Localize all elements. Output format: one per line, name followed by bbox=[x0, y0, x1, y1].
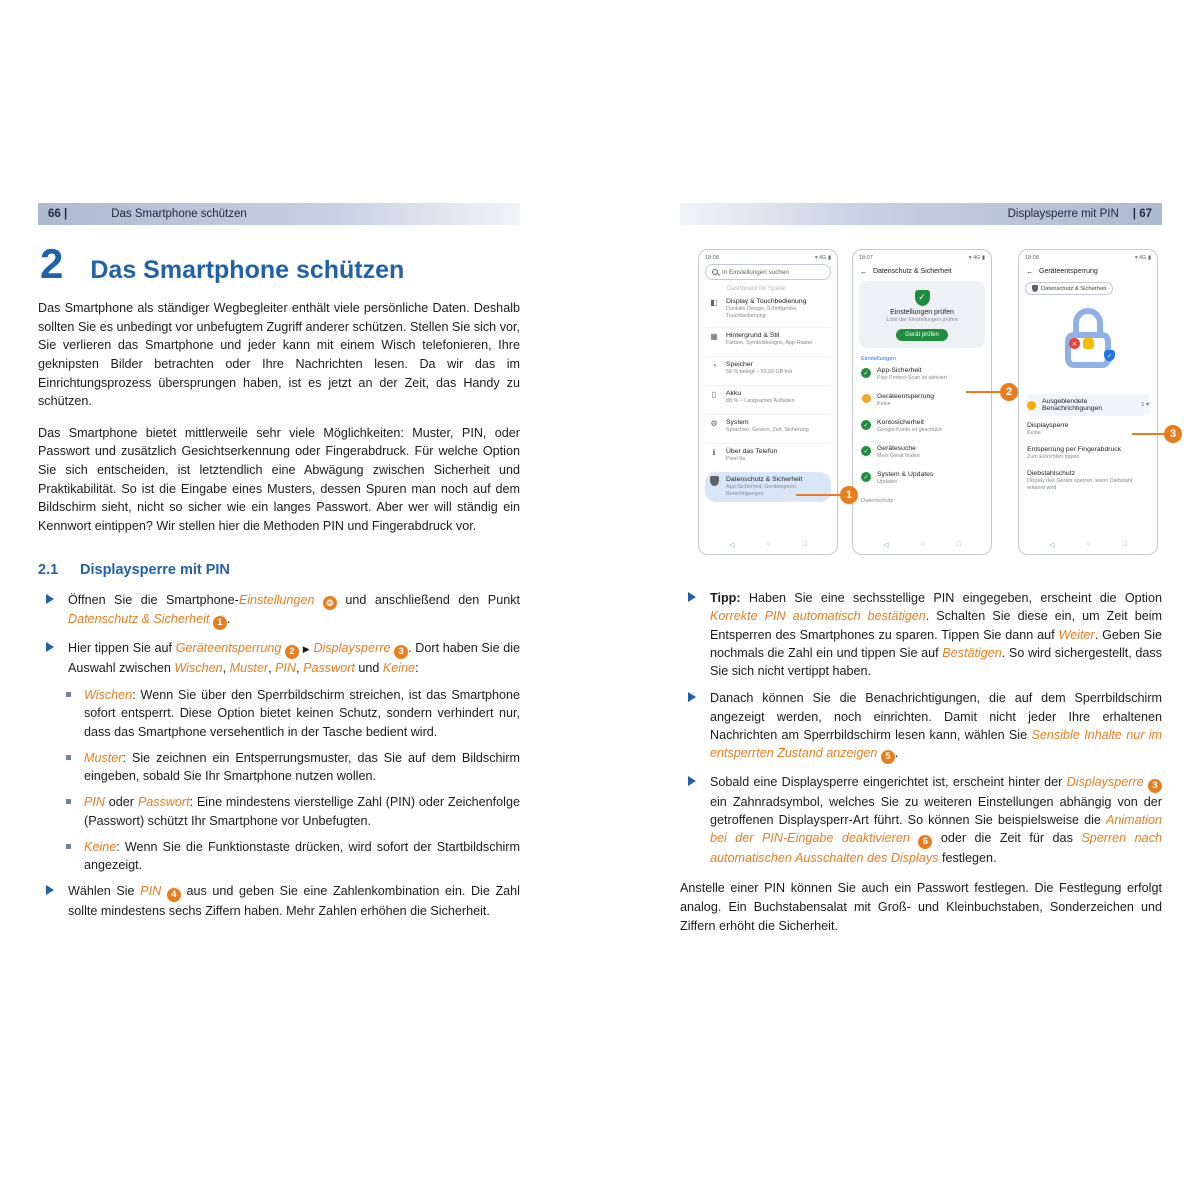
screen-title: Geräteentsperrung bbox=[1039, 268, 1098, 275]
row-subtitle: Zum Einrichten tippen bbox=[1027, 454, 1080, 460]
step-item bbox=[38, 591, 520, 630]
section-number: 2.1 bbox=[38, 561, 59, 578]
square-bullet-icon bbox=[66, 692, 71, 697]
shield-icon bbox=[1032, 285, 1038, 292]
right-page bbox=[680, 203, 1177, 948]
nav-bar bbox=[1025, 538, 1151, 549]
section-heading bbox=[38, 562, 520, 578]
row-title: Displaysperre bbox=[1027, 422, 1069, 429]
notifications-icon bbox=[1027, 401, 1036, 410]
row-account-security bbox=[859, 416, 985, 442]
check-circle-icon: ✓ bbox=[861, 420, 871, 430]
intro-paragraph: Das Smartphone bietet mittlerweile sehr viele Möglichkeiten: Muster, PIN, oder Passwort und zusätzlich Gesichtserkennung oder Fingerabdruck. Für welche Option Sie sich entscheiden, ist letztendlich eine Abwägung zwischen Sicherheit und Praktikabilität. So ist die Eingabe eines Musters, dessen Spuren man noch auf dem Bildschirm sieht, nicht so sicher wie ein langes Passwort. Aber wer will ständig ein Kennwort eintippen? Wir stellen hier die Methoden PIN und Fingerabdruck vor. bbox=[38, 425, 520, 533]
search-icon bbox=[712, 269, 718, 275]
row-title: Entsperrung per Fingerabdruck bbox=[1027, 446, 1122, 453]
row-title: Akku bbox=[726, 390, 742, 397]
storage-icon: ◔ bbox=[711, 361, 717, 370]
option-text: Muster: Sie zeichnen ein Entsperrungsmuster, das Sie auf dem Bildschirm eingeben, sobald Sie Ihr Smartphone nutzen wollen. bbox=[84, 750, 520, 784]
battery-icon: ▯ bbox=[711, 390, 717, 399]
page-number: 66 | bbox=[48, 208, 68, 220]
system-icon: ⚙ bbox=[710, 419, 718, 428]
recents-nav-icon: □ bbox=[802, 541, 807, 548]
search-placeholder: In Einstellungen suchen bbox=[722, 268, 789, 276]
chapter-heading bbox=[40, 240, 520, 287]
status-bar bbox=[705, 255, 831, 261]
home-nav-icon: ○ bbox=[1086, 541, 1091, 548]
row-title: Speicher bbox=[726, 361, 753, 368]
arrow-bullet-icon bbox=[688, 692, 696, 702]
row-subtitle: 88 % – Langsames Aufladen bbox=[726, 398, 795, 404]
step-text: Danach können Sie die Benachrichtigungen, die auf dem Sperrbildschirm angezeigt werden, noch einrichten. Damit nicht jeder Ihre erhaltenen Nachrichten am Sperrbildschirm lesen kann, wählen Sie Sensible Inhalte nur im entsperrten Zustand anzeigen 5 . bbox=[710, 691, 1163, 762]
recents-nav-icon: □ bbox=[1122, 541, 1127, 548]
row-subtitle: App-Sicherheit, Gerätesperre, Berechtigungen bbox=[726, 484, 798, 498]
back-nav-icon: ◁ bbox=[883, 542, 889, 549]
status-time: 18:08 bbox=[705, 255, 719, 261]
running-header: Das Smartphone schützen bbox=[111, 208, 247, 220]
settings-row-about bbox=[705, 443, 831, 472]
back-arrow-icon: ← bbox=[860, 267, 868, 276]
chapter-number: 2 bbox=[40, 240, 64, 287]
screenshot-device-unlock bbox=[1018, 249, 1158, 555]
status-bar bbox=[1025, 255, 1151, 261]
check-circle-icon: ✓ bbox=[861, 472, 871, 482]
row-title: Ausgeblendete Benachrichtigungen bbox=[1042, 398, 1103, 412]
row-subtitle: Sprachen, Gesten, Zeit, Sicherung bbox=[726, 427, 809, 433]
section-label: Einstellungen bbox=[861, 355, 896, 362]
option-item bbox=[64, 838, 520, 875]
row-subtitle: Farben, Symboldesigns, App-Raster bbox=[726, 340, 813, 346]
row-title: Diebstahlschutz bbox=[1027, 470, 1075, 477]
screenshot-privacy-security bbox=[852, 249, 992, 555]
row-subtitle: Mein Gerät finden bbox=[877, 453, 920, 459]
row-device-unlock bbox=[859, 390, 985, 416]
row-theft-protection bbox=[1025, 466, 1151, 496]
row-title: Kontosicherheit bbox=[877, 419, 924, 426]
home-nav-icon: ○ bbox=[920, 541, 925, 548]
status-icons: ▾ 4G ▮ bbox=[1134, 255, 1151, 261]
page-number: | 67 bbox=[1132, 208, 1152, 220]
status-icons: ▾ 4G ▮ bbox=[968, 255, 985, 261]
search-bar bbox=[705, 264, 831, 280]
row-subtitle: Updates bbox=[877, 479, 898, 485]
option-text: PIN oder Passwort: Eine mindestens vierstellige Zahl (PIN) oder Zeichenfolge (Passwort) schützt Ihr Smartphone vor Unbefugten. bbox=[84, 795, 520, 828]
recents-nav-icon: □ bbox=[956, 541, 961, 548]
info-icon: ℹ bbox=[712, 448, 716, 457]
breadcrumb-chip bbox=[1025, 282, 1113, 295]
wallpaper-icon: ▦ bbox=[710, 332, 718, 341]
back-nav-icon: ◁ bbox=[1049, 542, 1055, 549]
row-subtitle: Google-Konto ist geschützt bbox=[877, 427, 942, 433]
alert-badge-icon: ✕ bbox=[1069, 338, 1080, 349]
row-title: App-Sicherheit bbox=[877, 367, 922, 374]
row-hidden-notifications bbox=[1025, 394, 1151, 416]
card-title: Einstellungen prüfen bbox=[890, 308, 954, 316]
row-title: Display & Touchbedienung bbox=[726, 298, 807, 305]
green-shield-check-icon: ✓ bbox=[915, 290, 930, 306]
section-title: Displaysperre mit PIN bbox=[80, 561, 230, 578]
step-item bbox=[680, 773, 1162, 868]
row-subtitle: Keine bbox=[877, 401, 891, 407]
nav-bar bbox=[859, 538, 985, 549]
warning-dot-icon bbox=[862, 394, 871, 403]
row-title: Hintergrund & Stil bbox=[726, 332, 780, 339]
home-nav-icon: ○ bbox=[766, 541, 771, 548]
right-page-header bbox=[680, 203, 1162, 225]
key-badge-icon bbox=[1083, 338, 1094, 349]
row-title: Gerätesuche bbox=[877, 445, 916, 452]
callout-badge-1: 1 bbox=[840, 486, 858, 504]
option-item bbox=[64, 793, 520, 830]
option-text: Wischen: Wenn Sie über den Sperrbildschirm streichen, ist das Smartphone sofort entsperrt. Diese Option bietet keinen Schutz, sondern verhindert nur, dass das Smartphone versehentlich in der Tasche bedient wird. bbox=[84, 688, 520, 739]
security-check-card bbox=[859, 281, 985, 348]
back-arrow-icon: ← bbox=[1026, 267, 1034, 276]
step-item bbox=[680, 689, 1162, 764]
arrow-bullet-icon bbox=[688, 776, 696, 786]
row-subtitle: 58 % belegt – 53,93 GB frei bbox=[726, 369, 793, 375]
row-title: System & Updates bbox=[877, 471, 934, 478]
square-bullet-icon bbox=[66, 844, 71, 849]
arrow-bullet-icon bbox=[46, 642, 54, 652]
row-title: Geräteentsperrung bbox=[877, 393, 935, 400]
row-subtitle: Pixel 6a bbox=[726, 456, 746, 462]
tip-item bbox=[680, 589, 1162, 680]
row-screen-lock bbox=[1025, 418, 1151, 442]
check-circle-icon: ✓ bbox=[861, 446, 871, 456]
left-page-header bbox=[38, 203, 520, 225]
screenshot-settings-home bbox=[698, 249, 838, 555]
screen-header bbox=[860, 267, 984, 276]
row-title: System bbox=[726, 419, 749, 426]
status-icons: ▾ 4G ▮ bbox=[814, 255, 831, 261]
intro-paragraph: Das Smartphone als ständiger Wegbegleiter enthält viele persönliche Daten. Deshalb sollten Sie es unbedingt vor unbefugtem Zugriff anderer schützen. Stellen Sie sich vor, Sie verlieren das Smartphone und jeder kann mit einem Wisch telefonieren, Ihre geknipsten Bilder betrachten oder Ihre Nachrichten lesen. Da wir das im Einrichtungsprozess übersprungen haben, ist es jetzt an der Zeit, das Handy zu schützen. bbox=[38, 301, 520, 409]
nav-bar bbox=[705, 538, 831, 549]
screen-title: Datenschutz & Sicherheit bbox=[873, 268, 952, 275]
settings-row-wallpaper bbox=[705, 327, 831, 356]
row-subtitle: Play Protect-Scan ist aktiviert bbox=[877, 375, 948, 381]
row-title: Datenschutz & Sicherheit bbox=[726, 476, 803, 483]
row-app-security bbox=[859, 364, 985, 390]
row-subtitle: Keine bbox=[1027, 430, 1041, 436]
chip-label: Datenschutz & Sicherheit bbox=[1041, 285, 1107, 292]
back-nav-icon: ◁ bbox=[729, 542, 735, 549]
closing-paragraph: Anstelle einer PIN können Sie auch ein Passwort festlegen. Die Festlegung erfolgt analog. Ein Buchstabensalat mit Groß- und Kleinbuchstaben, Sonderzeichen und Ziffern erhöht die Sicherheit. bbox=[680, 881, 1162, 933]
privacy-shield-icon bbox=[708, 476, 720, 489]
settings-row-privacy-highlighted bbox=[705, 472, 831, 502]
status-time: 18:07 bbox=[859, 255, 873, 261]
settings-row-system bbox=[705, 414, 831, 443]
running-header: Displaysperre mit PIN bbox=[1007, 208, 1119, 220]
option-text: Keine: Wenn Sie die Funktionstaste drücken, wird sofort der Startbildschirm angezeigt. bbox=[84, 839, 520, 873]
row-subtitle: Dunkles Design, Schriftgröße, Touchbedienung bbox=[726, 306, 798, 320]
check-circle-icon: ✓ bbox=[861, 368, 871, 378]
screen-header bbox=[1026, 267, 1150, 276]
square-bullet-icon bbox=[66, 755, 71, 760]
step-item bbox=[38, 639, 520, 677]
callout-badge-3: 3 bbox=[1164, 425, 1182, 443]
arrow-bullet-icon bbox=[46, 594, 54, 604]
row-subtitle: Display des Geräts sperren, wenn Diebstahl erkannt wird bbox=[1027, 478, 1133, 492]
row-fingerprint-unlock bbox=[1025, 442, 1151, 466]
faded-list-item: Dashboard für Spiele bbox=[727, 285, 786, 292]
tip-text: Tipp: Haben Sie eine sechsstellige PIN eingegeben, erscheint die Option Korrekte PIN automatisch bestätigen. Schalten Sie diese ein, um Zeit beim Entsperren des Smartphones zu sparen. Tippen Sie dann auf Weiter. Geben Sie nochmals die Zahl ein und tippen Sie auf Bestätigen. So wird sichergestellt, dass Sie sich nicht vertippt haben. bbox=[710, 591, 1163, 678]
settings-row-battery bbox=[705, 385, 831, 414]
section-label: Datenschutz bbox=[861, 497, 894, 504]
check-device-button: Gerät prüfen bbox=[896, 329, 948, 341]
callout-badge-2: 2 bbox=[1000, 383, 1018, 401]
option-item bbox=[64, 686, 520, 741]
step-text: Sobald eine Displaysperre eingerichtet ist, erscheint hinter der Displaysperre 3 ein Zahnradsymbol, welches Sie zu weiteren Einstellungen abhängig von der getroffenen Displaysperr-Art führt. So können Sie beispielsweise die Animation bei der PIN-Eingabe deaktivieren 6 oder die Zeit für das Sperren nach automatischen Ausschalten des Displays festlegen. bbox=[710, 774, 1162, 866]
step-item bbox=[38, 882, 520, 920]
status-bar bbox=[859, 255, 985, 261]
lock-illustration bbox=[1025, 300, 1151, 388]
row-system-updates bbox=[859, 468, 985, 494]
screenshots-strip bbox=[680, 249, 1177, 571]
settings-row-display bbox=[705, 294, 831, 327]
status-time: 18:08 bbox=[1025, 255, 1039, 261]
step-text: Wählen Sie PIN 4 aus und geben Sie eine Zahlenkombination ein. Die Zahl sollte mindestens sechs Ziffern haben. Mehr Zahlen erhöhen die Sicherheit. bbox=[68, 884, 520, 919]
shield-check-badge-icon: ✓ bbox=[1104, 350, 1115, 361]
step-text: Hier tippen Sie auf Geräteentsperrung 2 ▶ Displaysperre 3 . Dort haben Sie die Auswahl zwischen Wischen, Muster, PIN, Passwort und Keine: bbox=[68, 640, 521, 675]
row-find-device bbox=[859, 442, 985, 468]
settings-row-storage bbox=[705, 356, 831, 385]
notification-count: 1 ▾ bbox=[1141, 402, 1149, 408]
card-subtitle: Liste der Einstellungen prüfen bbox=[886, 316, 958, 323]
arrow-bullet-icon bbox=[688, 592, 696, 602]
row-title: Über das Telefon bbox=[726, 448, 778, 455]
arrow-bullet-icon bbox=[46, 885, 54, 895]
square-bullet-icon bbox=[66, 799, 71, 804]
step-text: Öffnen Sie die Smartphone-Einstellungen ⚙ und anschließend den Punkt Datenschutz & Sicherheit 1 . bbox=[68, 592, 520, 629]
option-item bbox=[64, 749, 520, 786]
chapter-title: Das Smartphone schützen bbox=[90, 256, 405, 284]
left-page bbox=[38, 203, 520, 929]
display-icon: ◧ bbox=[710, 298, 718, 307]
